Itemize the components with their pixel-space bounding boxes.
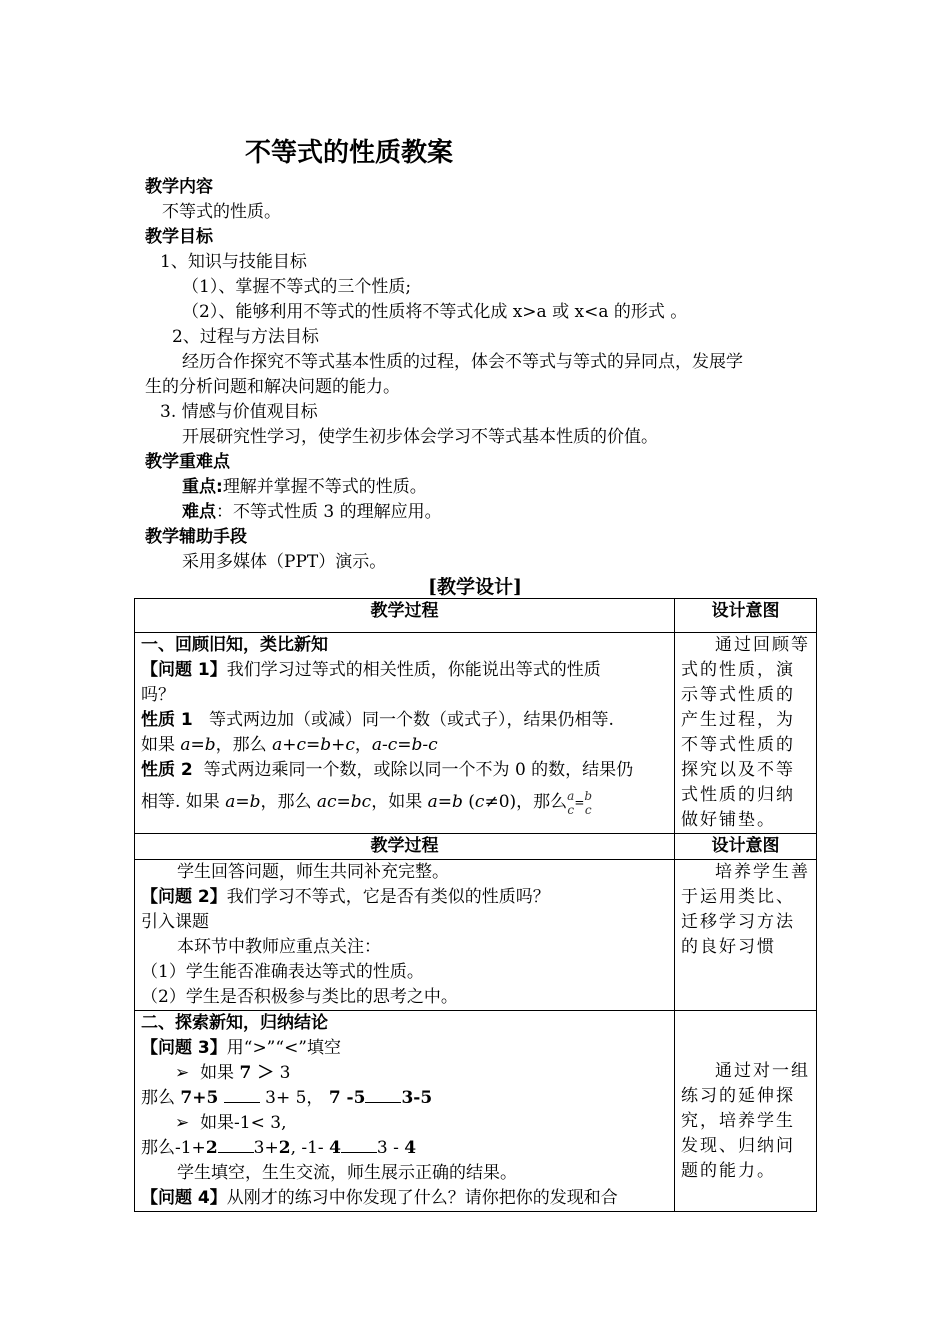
table-row xyxy=(135,633,817,834)
hard-point-text: ：不等式性质 3 的理解应用。 xyxy=(216,502,442,522)
document-title: 不等式的性质教案 xyxy=(245,138,454,168)
hard-point-label: 难点 xyxy=(182,502,216,522)
row3-intent xyxy=(675,1011,817,1212)
answer-blank[interactable] xyxy=(224,1087,260,1103)
question-2: 【问题 2】我们学习不等式，它是否有类似的性质吗？ xyxy=(141,887,550,907)
goal-1a: （1）、掌握不等式的三个性质; xyxy=(182,277,412,297)
table-subheader-row xyxy=(135,834,817,860)
bullet-2: ➢ 如果-1< 3, xyxy=(175,1113,287,1133)
property-1: 性质 1 等式两边加（或减）同一个数（或式子），结果仍相等. xyxy=(141,710,614,730)
goal-2: 2、过程与方法目标 xyxy=(172,327,319,347)
question-4: 【问题 4】从刚才的练习中你发现了什么？请你把你的发现和合 xyxy=(141,1188,618,1208)
row2-intent xyxy=(675,860,817,1011)
goals-heading: 教学目标 xyxy=(145,227,213,247)
row1-section-title: 一、回顾旧知，类比新知 xyxy=(141,635,328,655)
subheader-intent: 设计意图 xyxy=(675,834,817,860)
goal-3-text: 开展研究性学习，使学生初步体会学习不等式基本性质的价值。 xyxy=(182,427,658,447)
hard-point xyxy=(182,500,442,525)
row3-intent-text: 通过对一组练习的延伸探究，培养学生发现、归纳问题的能力。 xyxy=(681,1060,810,1181)
row2-line-1: 学生回答问题，师生共同补充完整。 xyxy=(177,862,449,882)
goal-2-text-2: 生的分析问题和解决问题的能力。 xyxy=(145,377,400,397)
bullet-1: ➢ 如果 7 ＞ 3 xyxy=(175,1063,291,1083)
difficulty-heading: 教学重难点 xyxy=(145,452,230,472)
arrow-bullet-icon: ➢ xyxy=(175,1063,190,1083)
row2-intent-text: 培养学生善于运用类比、迁移学习方法的良好习惯 xyxy=(681,862,810,957)
question-1-cont: 吗？ xyxy=(141,685,175,705)
header-process: 教学过程 xyxy=(135,599,675,633)
property-2: 性质 2 等式两边乘同一个数，或除以同一个不为 0 的数，结果仍 xyxy=(141,760,634,780)
arrow-bullet-icon: ➢ xyxy=(175,1113,190,1133)
design-title: [教学设计] xyxy=(428,576,522,598)
goal-1: 1、知识与技能目标 xyxy=(160,252,307,272)
row3-process xyxy=(135,1011,675,1212)
key-point xyxy=(182,475,427,500)
property-2-equation: 相等. 如果 a=b，那么 ac=bc，如果 a=b (c≠0)，那么 a c = b c xyxy=(141,788,593,817)
question-1: 【问题 1】我们学习过等式的相关性质，你能说出等式的性质 xyxy=(141,660,601,680)
table-header-row xyxy=(135,599,817,633)
table-row xyxy=(135,1011,817,1212)
fraction-b-over-c: b c xyxy=(584,788,593,817)
exercise-line-1: 那么 7+5 3+ 5， 7 -5 3-5 xyxy=(141,1088,433,1108)
property-1-equation: 如果 a=b，那么 a+c=b+c，a-c=b-c xyxy=(141,735,438,755)
answer-blank[interactable] xyxy=(218,1137,254,1153)
design-table xyxy=(134,598,817,1212)
content-heading: 教学内容 xyxy=(145,177,213,197)
key-point-label: 重点: xyxy=(182,477,223,497)
goal-1b: （2）、能够利用不等式的性质将不等式化成 x>a 或 x<a 的形式 。 xyxy=(182,302,688,322)
aids-text: 采用多媒体（PPT）演示。 xyxy=(182,552,387,572)
row1-intent-text: 通过回顾等式的性质，演示等式性质的产生过程，为不等式性质的探究以及不等式性质的归纳做好铺垫。 xyxy=(681,635,810,830)
row1-intent xyxy=(675,633,817,834)
header-intent: 设计意图 xyxy=(675,599,817,633)
row3-line-6: 学生填空，生生交流，师生展示正确的结果。 xyxy=(177,1163,517,1183)
row1-process xyxy=(135,633,675,834)
row2-line-5: （1）学生能否准确表达等式的性质。 xyxy=(141,962,424,982)
subheader-process: 教学过程 xyxy=(135,834,675,860)
row2-line-6: （2）学生是否积极参与类比的思考之中。 xyxy=(141,987,458,1007)
row2-line-4: 本环节中教师应重点关注： xyxy=(177,937,381,957)
question-3: 【问题 3】用“>”“<”填空 xyxy=(141,1038,342,1058)
answer-blank[interactable] xyxy=(341,1137,377,1153)
exercise-line-2: 那么-1+2 3+2, -1- 4 3 - 4 xyxy=(141,1138,417,1158)
goal-3: 3. 情感与价值观目标 xyxy=(160,402,318,422)
content-text: 不等式的性质。 xyxy=(162,202,281,222)
table-row xyxy=(135,860,817,1011)
answer-blank[interactable] xyxy=(365,1087,401,1103)
row2-process xyxy=(135,860,675,1011)
goal-2-text-1: 经历合作探究不等式基本性质的过程，体会不等式与等式的异同点，发展学 xyxy=(182,352,743,372)
row3-section-title: 二、探索新知，归纳结论 xyxy=(141,1013,328,1033)
row2-line-3: 引入课题 xyxy=(141,912,209,932)
aids-heading: 教学辅助手段 xyxy=(145,527,247,547)
fraction-a-over-c: a c xyxy=(567,788,575,817)
key-point-text: 理解并掌握不等式的性质。 xyxy=(222,477,427,497)
